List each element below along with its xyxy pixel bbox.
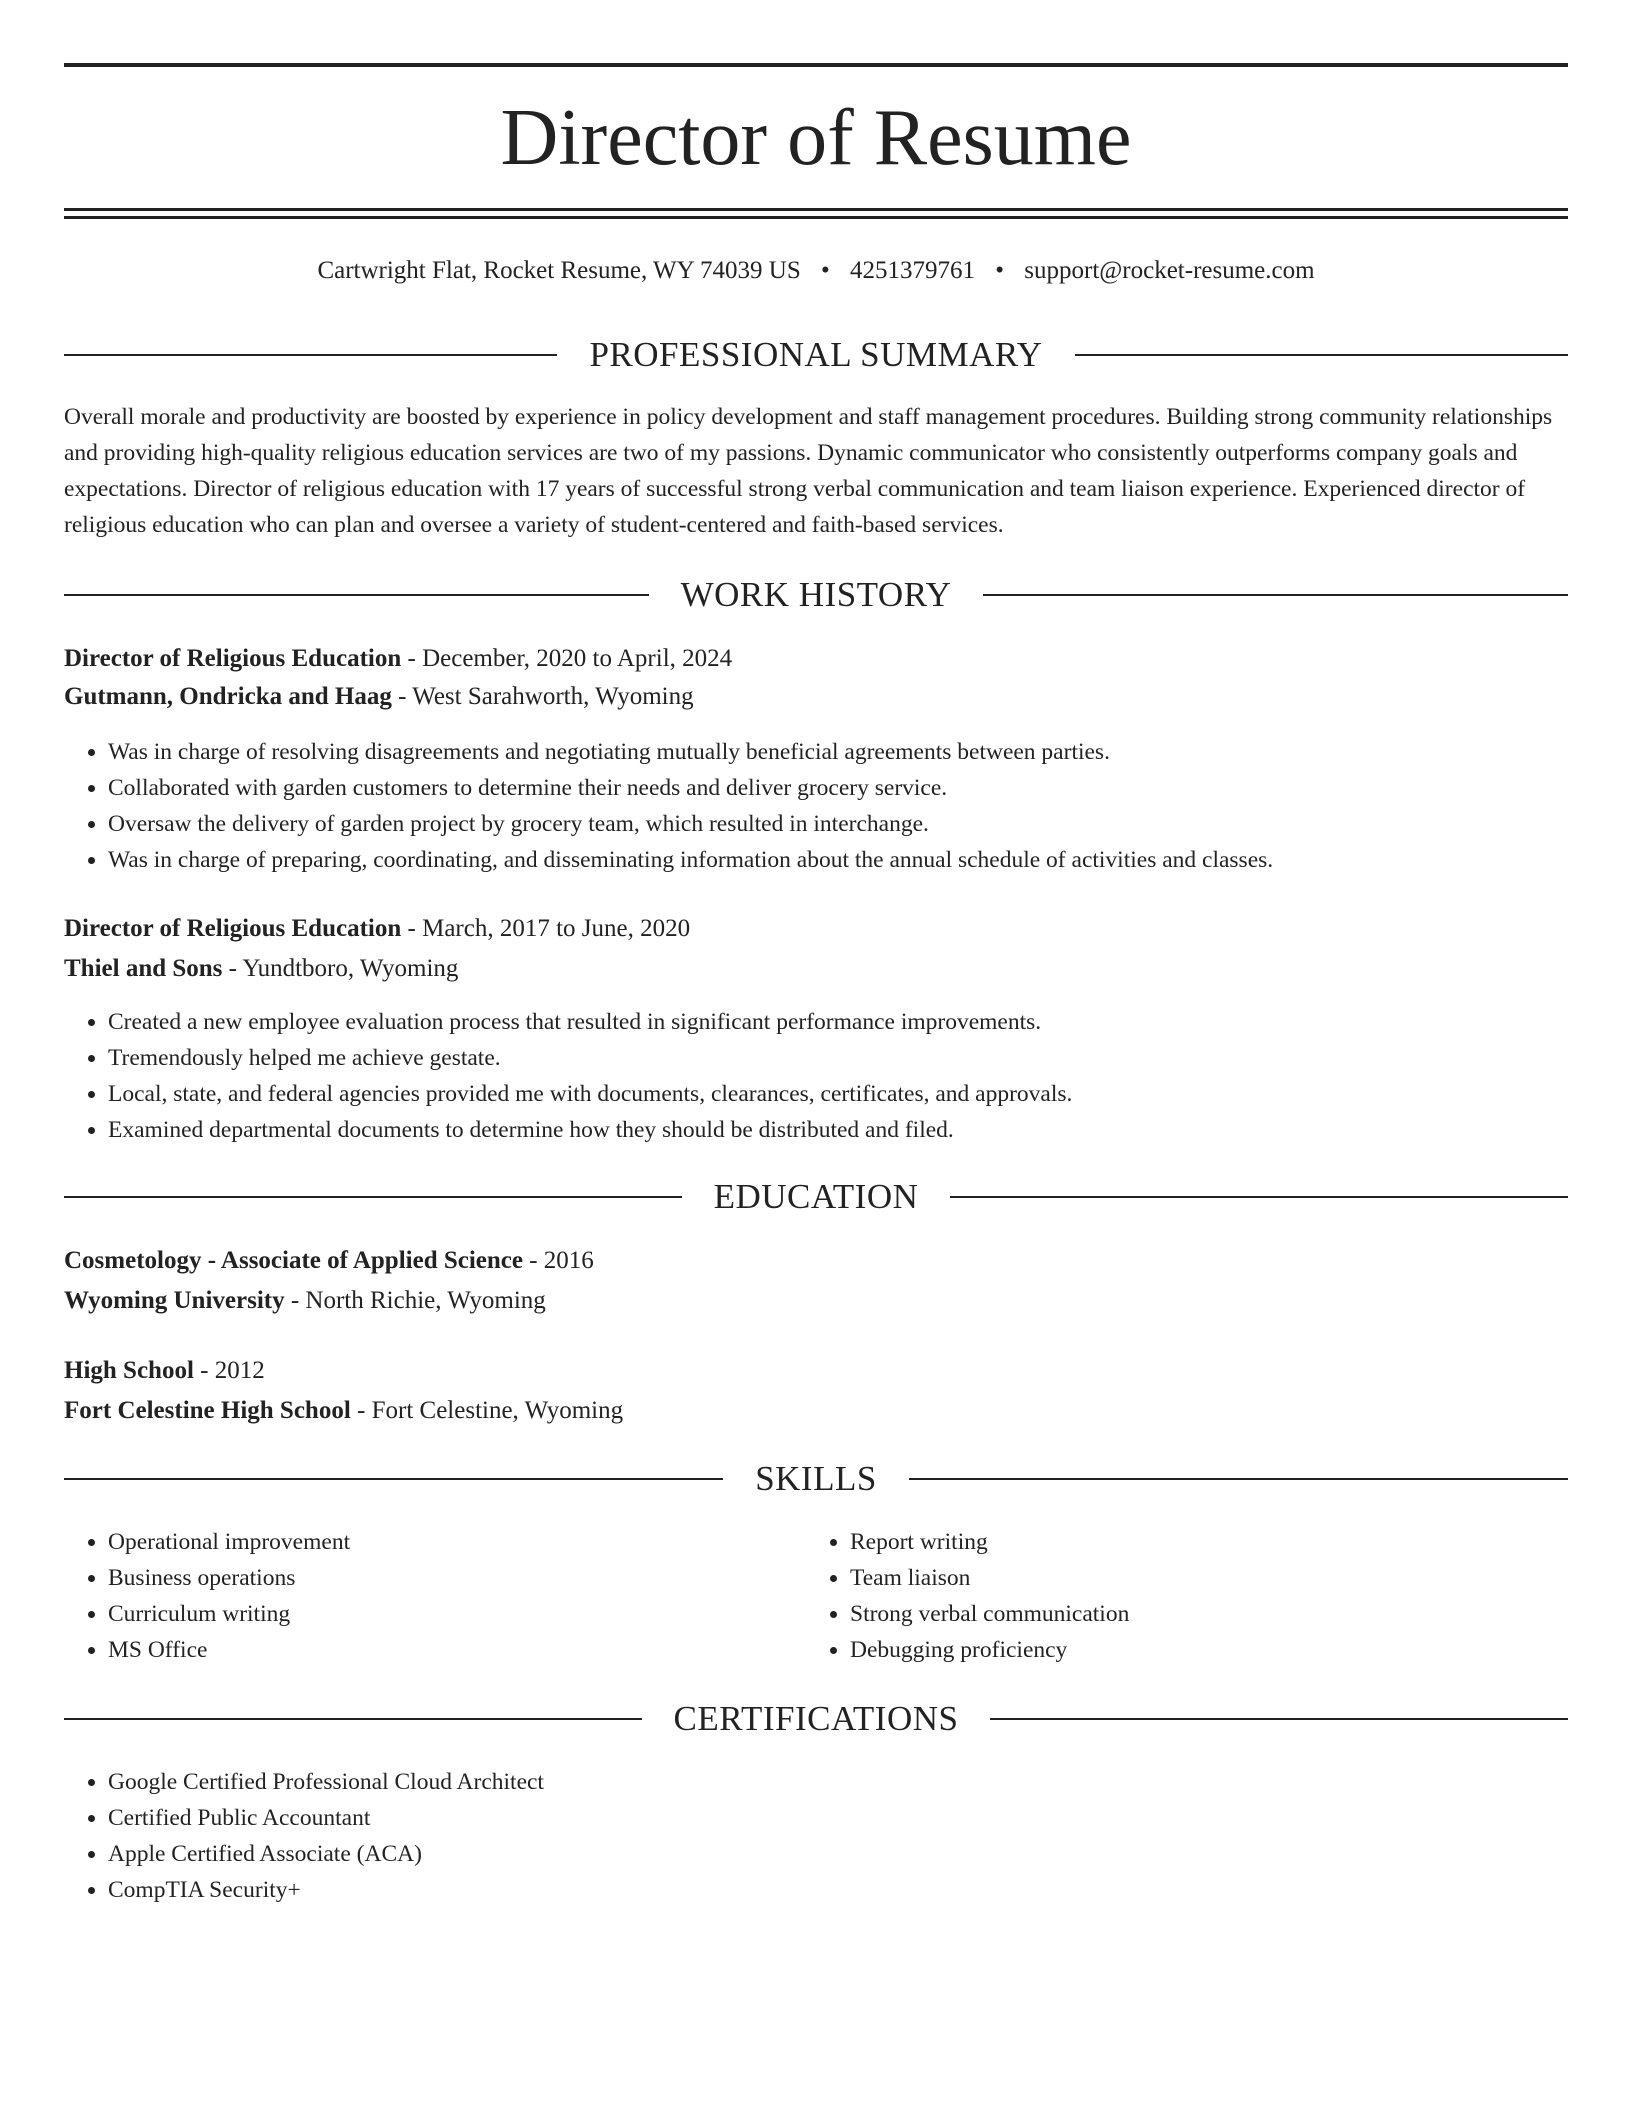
job-company: Gutmann, Ondricka and Haag [64, 683, 392, 710]
certifications-list [64, 1764, 1612, 1908]
section-rule-right [1075, 354, 1568, 356]
section-header-education [64, 1175, 1568, 1219]
job-dates: - March, 2017 to June, 2020 [401, 915, 691, 942]
section-header-summary [64, 333, 1568, 377]
list-item: • Curriculum writing [108, 1596, 848, 1632]
section-rule-left [64, 1718, 642, 1720]
list-item: • Team liaison [850, 1560, 1590, 1596]
job-company: Thiel and Sons [64, 955, 223, 982]
top-rule [64, 63, 1568, 67]
contact-separator: • [820, 257, 830, 284]
section-rule-left [64, 354, 557, 356]
education-location: - Fort Celestine, Wyoming [350, 1397, 624, 1424]
list-item: • Google Certified Professional Cloud Architect [108, 1764, 1612, 1800]
section-rule-right [983, 594, 1568, 596]
education-heading [64, 1353, 1568, 1389]
section-rule-left [64, 594, 649, 596]
education-school-line [64, 1393, 1568, 1429]
education-heading [64, 1243, 1568, 1279]
title-double-rule-upper [64, 208, 1568, 211]
section-header-certifications [64, 1697, 1568, 1741]
contact-email: support@rocket-resume.com [1024, 257, 1315, 284]
list-item: • Report writing [850, 1524, 1590, 1560]
section-rule-right [909, 1478, 1568, 1480]
job-employer [64, 679, 1568, 715]
list-item: • Tremendously helped me achieve gestate. [108, 1040, 1612, 1076]
section-title-certifications: CERTIFICATIONS [673, 1699, 959, 1738]
list-item: • Operational improvement [108, 1524, 848, 1560]
contact-line [64, 253, 1568, 289]
job-bullets [64, 1004, 1612, 1148]
education-location: - North Richie, Wyoming [284, 1287, 546, 1314]
section-rule-right [990, 1718, 1568, 1720]
list-item: • Was in charge of preparing, coordinating, and disseminating information about the annual schedule of activities and classes. [108, 842, 1612, 878]
list-item: • Debugging proficiency [850, 1632, 1590, 1668]
section-rule-left [64, 1478, 723, 1480]
contact-address: Cartwright Flat, Rocket Resume, WY 74039 US [317, 257, 801, 284]
education-school: Wyoming University [64, 1287, 285, 1314]
job-location: - West Sarahworth, Wyoming [391, 683, 694, 710]
section-rule-right [950, 1196, 1568, 1198]
skills-list-right [806, 1524, 1590, 1668]
list-item: • Oversaw the delivery of garden project by grocery team, which resulted in interchange. [108, 806, 1612, 842]
list-item: • Strong verbal communication [850, 1596, 1590, 1632]
job-title: Director of Religious Education [64, 645, 402, 672]
section-header-work [64, 573, 1568, 617]
job-location: - Yundtboro, Wyoming [222, 955, 459, 982]
education-year: - 2012 [193, 1357, 265, 1384]
section-title-work: WORK HISTORY [680, 575, 952, 614]
resume-title: Director of Resume [500, 94, 1132, 182]
summary-paragraph: Overall morale and productivity are boosted by experience in policy development and staff management procedures. Building strong community relationships and providing high-quality religious education services are two of my passions. Dynamic communicator who consistently outperforms company goals and expectations. Director of religious education with 17 years of successful strong verbal communication and team liaison experience. Experienced director of religious education who can plan and oversee a variety of student-centered and faith-based services. [64, 404, 1553, 538]
job-heading [64, 911, 1568, 947]
skills-list-left [64, 1524, 848, 1668]
list-item: • Collaborated with garden customers to determine their needs and deliver grocery service. [108, 770, 1612, 806]
section-title-education: EDUCATION [713, 1177, 919, 1216]
job-bullets [64, 734, 1612, 878]
list-item: • Local, state, and federal agencies provided me with documents, clearances, certificates, and approvals. [108, 1076, 1612, 1112]
contact-separator: • [995, 257, 1005, 284]
list-item: • CompTIA Security+ [108, 1872, 1612, 1908]
list-item: • Created a new employee evaluation process that resulted in significant performance improvements. [108, 1004, 1612, 1040]
list-item: • Certified Public Accountant [108, 1800, 1612, 1836]
title-double-rule-lower [64, 216, 1568, 219]
education-degree: Cosmetology - Associate of Applied Science [64, 1247, 523, 1274]
list-item: • Was in charge of resolving disagreements and negotiating mutually beneficial agreements between parties. [108, 734, 1612, 770]
contact-phone: 4251379761 [850, 257, 975, 284]
list-item: • Examined departmental documents to determine how they should be distributed and filed. [108, 1112, 1612, 1148]
job-employer [64, 951, 1568, 987]
education-school: Fort Celestine High School [64, 1397, 351, 1424]
section-rule-left [64, 1196, 682, 1198]
list-item: • MS Office [108, 1632, 848, 1668]
job-dates: - December, 2020 to April, 2024 [401, 645, 733, 672]
education-degree: High School [64, 1357, 194, 1384]
section-title-summary: PROFESSIONAL SUMMARY [589, 335, 1043, 374]
list-item: • Business operations [108, 1560, 848, 1596]
education-year: - 2016 [522, 1247, 594, 1274]
section-header-skills [64, 1457, 1568, 1501]
education-school-line [64, 1283, 1568, 1319]
job-title: Director of Religious Education [64, 915, 402, 942]
list-item: • Apple Certified Associate (ACA) [108, 1836, 1612, 1872]
section-title-skills: SKILLS [755, 1459, 877, 1498]
job-heading [64, 641, 1568, 677]
